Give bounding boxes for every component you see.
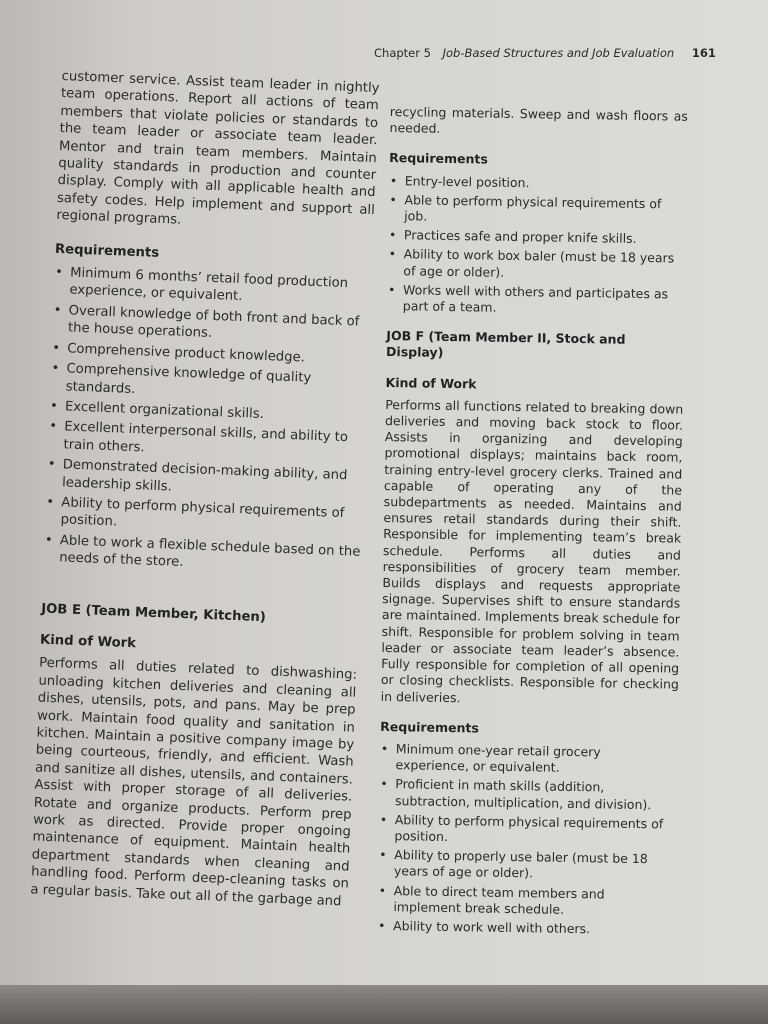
requirements-list (377, 741, 678, 939)
job-f-title: JOB F (Team Member II, Stock and Display) (385, 328, 626, 361)
left-intro-paragraph: customer service. Assist team leader in nightly team operations. Report all actions of team members that violate policies or standards to the team leader or associate team leader. Mentor and train team members. Maintain quality standards in production and counter display. Comply with all applicable health and safety codes. Help implement and support all regional programs. (56, 68, 380, 228)
chapter-label: Chapter 5 (374, 46, 431, 60)
list-item: • Proficient in math skills (addition, subtraction, multiplication, and division). (379, 776, 677, 813)
list-item: • Ability to perform physical requirements of position. (378, 812, 676, 849)
page-edge-shadow (0, 985, 768, 1024)
kind-of-work-heading: Kind of Work (39, 632, 137, 652)
list-item: • Comprehensive product knowledge. (51, 339, 369, 369)
list-item: • Able to direct team members and implement break schedule. (377, 882, 675, 919)
job-f-description: Performs all functions related to breaking down deliveries and moving back stock to floor. Assists in organizing and developing promotional displays; maintains back room, training entry-level grocery clerks. Trained and capable of operating any of the subdepartments as needed. Maintains and ensures retail standards during their shift. Responsible for implementing team’s break schedule. Performs all duties and responsibilities of grocery team member. Builds displays and requests appropriate signage. Supervises shift to ensure standards are maintained. Implements break schedule for shift. Responsible for problem solving in team leader or associate team leader’s absence. Fully responsible for completion of all opening or closing checklists. Responsible for checking in deliveries. (380, 396, 684, 705)
job-e-title: JOB E (Team Member, Kitchen) (40, 601, 267, 625)
right-intro-paragraph: recycling materials. Sweep and wash floors as needed. (389, 104, 688, 136)
list-item: • Ability to properly use baler (must be 18 years of age or older). (378, 847, 676, 884)
list-item: • Entry-level position. (389, 173, 687, 194)
kind-of-work-heading: Kind of Work (385, 374, 477, 392)
requirements-heading: Requirements (54, 241, 160, 261)
list-item: • Excellent organizational skills. (49, 398, 367, 428)
list-item: • Demonstrated decision-making ability, and leadership skills. (46, 456, 365, 503)
job-e-description: Performs all duties related to dishwashing: unloading kitchen deliveries and cleaning all dishes, utensils, pots, and pans. May be prep work. Maintain food quality and sanitation in kitchen. Maintain a positive company image by being courteous, friendly, and efficient. Wash and sanitize all dishes, utensils, and containers. Assist with proper storage of all deliveries. Rotate and organize products. Perform prep work as directed. Provide proper ongoing maintenance of equipment. Maintain health department standards when cleaning and handling food. Perform deep-cleaning tasks on a regular basis. Take out all of the garbage and (30, 655, 358, 909)
list-item: • Works well with others and participates as part of a team. (387, 282, 685, 319)
list-item: • Overall knowledge of both front and back of the house operations. (52, 302, 371, 349)
list-item: • Comprehensive knowledge of quality standards. (49, 360, 368, 407)
list-item: • Minimum 6 months’ retail food production experience, or equivalent. (53, 264, 372, 311)
list-item: • Ability to work well with others. (377, 918, 675, 939)
list-item: • Able to work a flexible schedule based on the needs of the store. (43, 531, 362, 578)
right-column (377, 104, 688, 942)
running-header (374, 46, 716, 60)
requirements-list (387, 173, 687, 319)
requirements-heading: Requirements (380, 718, 480, 736)
list-item: • Ability to work box baler (must be 18 years of age or older). (387, 246, 685, 283)
chapter-title: Job-Based Structures and Job Evaluation (442, 46, 675, 60)
list-item: • Practices safe and proper knife skills. (388, 227, 686, 248)
list-item: • Minimum one-year retail grocery experience, or equivalent. (379, 741, 677, 778)
list-item: • Excellent interpersonal skills, and ability to train others. (47, 418, 366, 465)
left-column (30, 68, 380, 911)
list-item: • Ability to perform physical requirements of position. (44, 494, 363, 541)
requirements-heading: Requirements (389, 150, 488, 167)
page-number: 161 (691, 46, 716, 60)
list-item: • Able to perform physical requirements of job. (388, 192, 686, 229)
requirements-list (43, 264, 372, 578)
